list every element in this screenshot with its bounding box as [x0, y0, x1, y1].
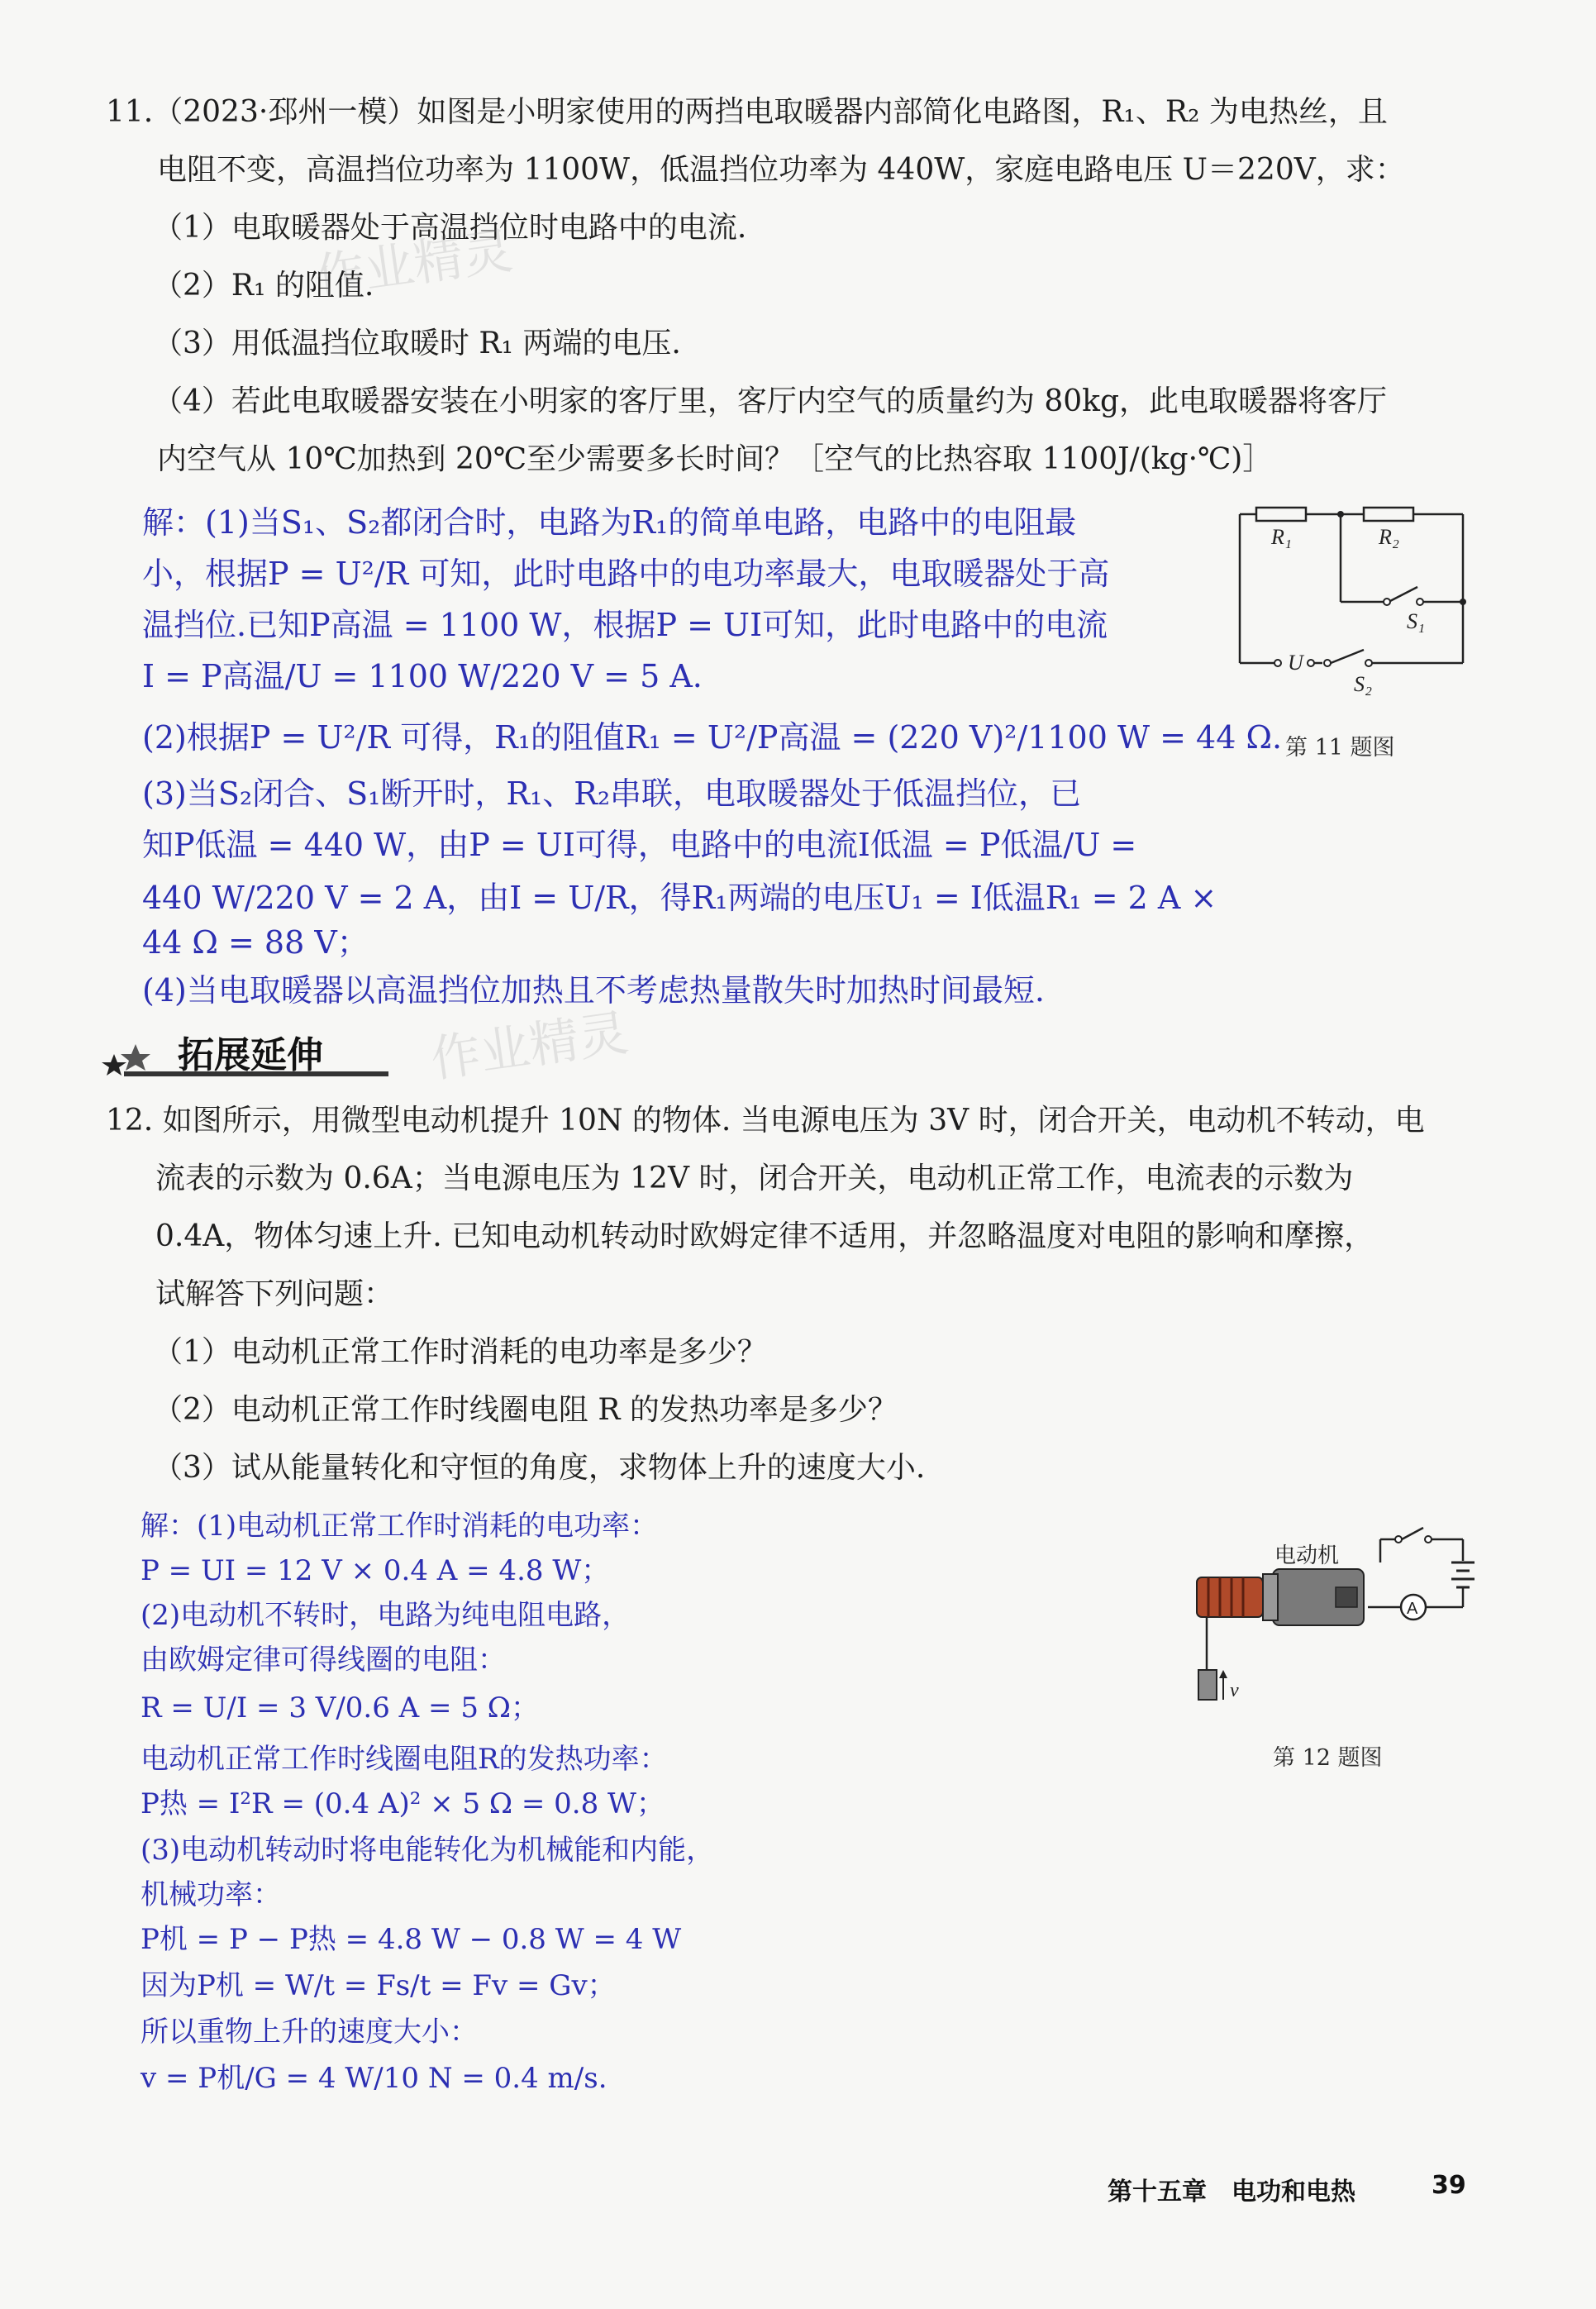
- q12-line2: 流表的示数为 0.6A；当电源电压为 12V 时，闭合开关，电动机正常工作，电流表的示数为: [155, 1162, 1354, 1195]
- resistor-r1: [1256, 508, 1306, 521]
- watermark-text-2: 作业精灵: [426, 1004, 632, 1090]
- a12-line9: 机械功率：: [141, 1878, 281, 1911]
- a12-line10: P机 = P − P热 = 4.8 W − 0.8 W = 4 W: [141, 1923, 682, 1956]
- a11-line3: 温挡位.已知P高温 = 1100 W，根据P = UI可知，此时电路中的电流: [142, 607, 1108, 643]
- q12-line1: 12. 如图所示，用微型电动机提升 10N 的物体. 当电源电压为 3V 时，闭合开关，电动机不转动，电: [106, 1104, 1425, 1138]
- a12-line8: (3)电动机转动时将电能转化为机械能和内能，: [141, 1834, 715, 1867]
- label-s1: S₁: [1407, 609, 1426, 633]
- a11-line1: 解：(1)当S₁、S₂都闭合时，电路为R₁的简单电路，电路中的电阻最: [142, 504, 1077, 541]
- watermark-text: 作业精灵: [311, 222, 517, 308]
- a12-line2: P = UI = 12 V × 0.4 A = 4.8 W；: [141, 1554, 610, 1587]
- motor-label: 电动机: [1274, 1543, 1340, 1568]
- a11-line5: (2)根据P = U²/R 可得，R₁的阻值R₁ = U²/P高温 = (220 V)²/1100 W = 44 Ω.: [142, 719, 1283, 756]
- a12-line4: 由欧姆定律可得线圈的电阻：: [141, 1643, 506, 1677]
- page-number: 39: [1432, 2171, 1466, 2200]
- terminal-left: [1274, 660, 1281, 666]
- chapter-title: 第十五章 电功和电热: [1108, 2178, 1355, 2206]
- label-r1: R₁: [1271, 525, 1292, 549]
- a11-line8: 440 W/220 V = 2 A，由I = U/R，得R₁两端的电压U₁ = I低温R₁ = 2 A ×: [142, 880, 1217, 916]
- q12-line3: 0.4A，物体匀速上升. 已知电动机转动时欧姆定律不适用，并忽略温度对电阻的影响和摩擦，: [155, 1219, 1374, 1253]
- a12-line6: 电动机正常工作时线圈电阻R的发热功率：: [141, 1743, 668, 1776]
- label-r2: R₂: [1379, 525, 1399, 549]
- a11-line4: I = P高温/U = 1100 W/220 V = 5 A.: [142, 658, 703, 694]
- a11-line10: (4)当电取暖器以高温挡位加热且不考虑热量散失时加热时间最短.: [142, 972, 1045, 1009]
- section-title: 拓展延伸: [178, 1034, 323, 1076]
- a11-line6: (3)当S₂闭合、S₁断开时，R₁、R₂串联，电取暖器处于低温挡位，已: [142, 775, 1082, 812]
- switch-s2-pivot: [1324, 660, 1331, 666]
- junction-dot: [1460, 599, 1466, 605]
- terminal-right: [1308, 660, 1314, 666]
- a12-line1: 解：(1)电动机正常工作时消耗的电功率：: [141, 1510, 659, 1543]
- a12-line3: (2)电动机不转时，电路为纯电阻电路，: [141, 1599, 631, 1632]
- switch-s2-contact: [1365, 660, 1372, 666]
- a11-line2: 小，根据P = U²/R 可知，此时电路中的电功率最大，电取暖器处于高: [142, 556, 1110, 592]
- label-s2: S₂: [1354, 672, 1373, 696]
- coil-drum: [1197, 1577, 1263, 1617]
- label-u: U: [1288, 651, 1303, 675]
- q12-sub3: （3）试从能量转化和守恒的角度，求物体上升的速度大小.: [153, 1451, 926, 1485]
- q11-line2: 电阻不变，高温挡位功率为 1100W，低温挡位功率为 440W，家庭电路电压 U＝220V，求：: [157, 153, 1405, 187]
- a12-line13: v = P机/G = 4 W/10 N = 0.4 m/s.: [141, 2062, 607, 2095]
- q12-line4: 试解答下列问题：: [155, 1277, 394, 1311]
- a12-line7: P热 = I²R = (0.4 A)² × 5 Ω = 0.8 W；: [141, 1787, 665, 1820]
- a11-line7: 知P低温 = 440 W，由P = UI可得，电路中的电流I低温 = P低温/U =: [142, 827, 1137, 863]
- fig11-caption: 第 11 题图: [1285, 735, 1395, 761]
- a12-line12: 所以重物上升的速度大小：: [141, 2016, 478, 2049]
- junction-dot: [1337, 511, 1344, 518]
- resistor-r2: [1364, 508, 1413, 521]
- switch-s1-pivot: [1384, 599, 1390, 605]
- q11-sub2: （2）R₁ 的阻值.: [153, 269, 374, 303]
- arrow-up-icon: [1219, 1670, 1227, 1678]
- q11-line1: 11.（2023·邳州一模）如图是小明家使用的两挡电取暖器内部简化电路图，R₁、R₂ 为电热丝，且: [106, 95, 1388, 129]
- switch-s1-contact: [1417, 599, 1423, 605]
- fig12-caption: 第 12 题图: [1273, 1745, 1383, 1771]
- a12-line11: 因为P机 = W/t = Fs/t = Fv = Gv；: [141, 1969, 616, 2002]
- q11-sub4b: 内空气从 10℃加热到 20℃至少需要多长时间？［空气的比热容取 1100J/(kg·℃)］: [157, 442, 1273, 476]
- circuit-diagram-11: [1223, 496, 1488, 711]
- a11-line9: 44 Ω = 88 V；: [142, 924, 369, 961]
- weight-block: [1198, 1670, 1217, 1700]
- motor-diagram-12: [1190, 1505, 1521, 1728]
- q11-sub1: （1）电取暖器处于高温挡位时电路中的电流.: [153, 211, 747, 245]
- velocity-label: v: [1230, 1680, 1239, 1701]
- q12-sub2: （2）电动机正常工作时线圈电阻 R 的发热功率是多少？: [153, 1393, 898, 1427]
- q11-sub3: （3）用低温挡位取暖时 R₁ 两端的电压.: [153, 327, 681, 360]
- a12-line5: R = U/I = 3 V/0.6 A = 5 Ω；: [141, 1691, 539, 1725]
- ammeter-label: A: [1407, 1600, 1418, 1618]
- q11-sub4a: （4）若此电取暖器安装在小明家的客厅里，客厅内空气的质量约为 80kg，此电取暖器将客厅: [153, 384, 1388, 418]
- q12-sub1: （1）电动机正常工作时消耗的电功率是多少？: [153, 1335, 767, 1369]
